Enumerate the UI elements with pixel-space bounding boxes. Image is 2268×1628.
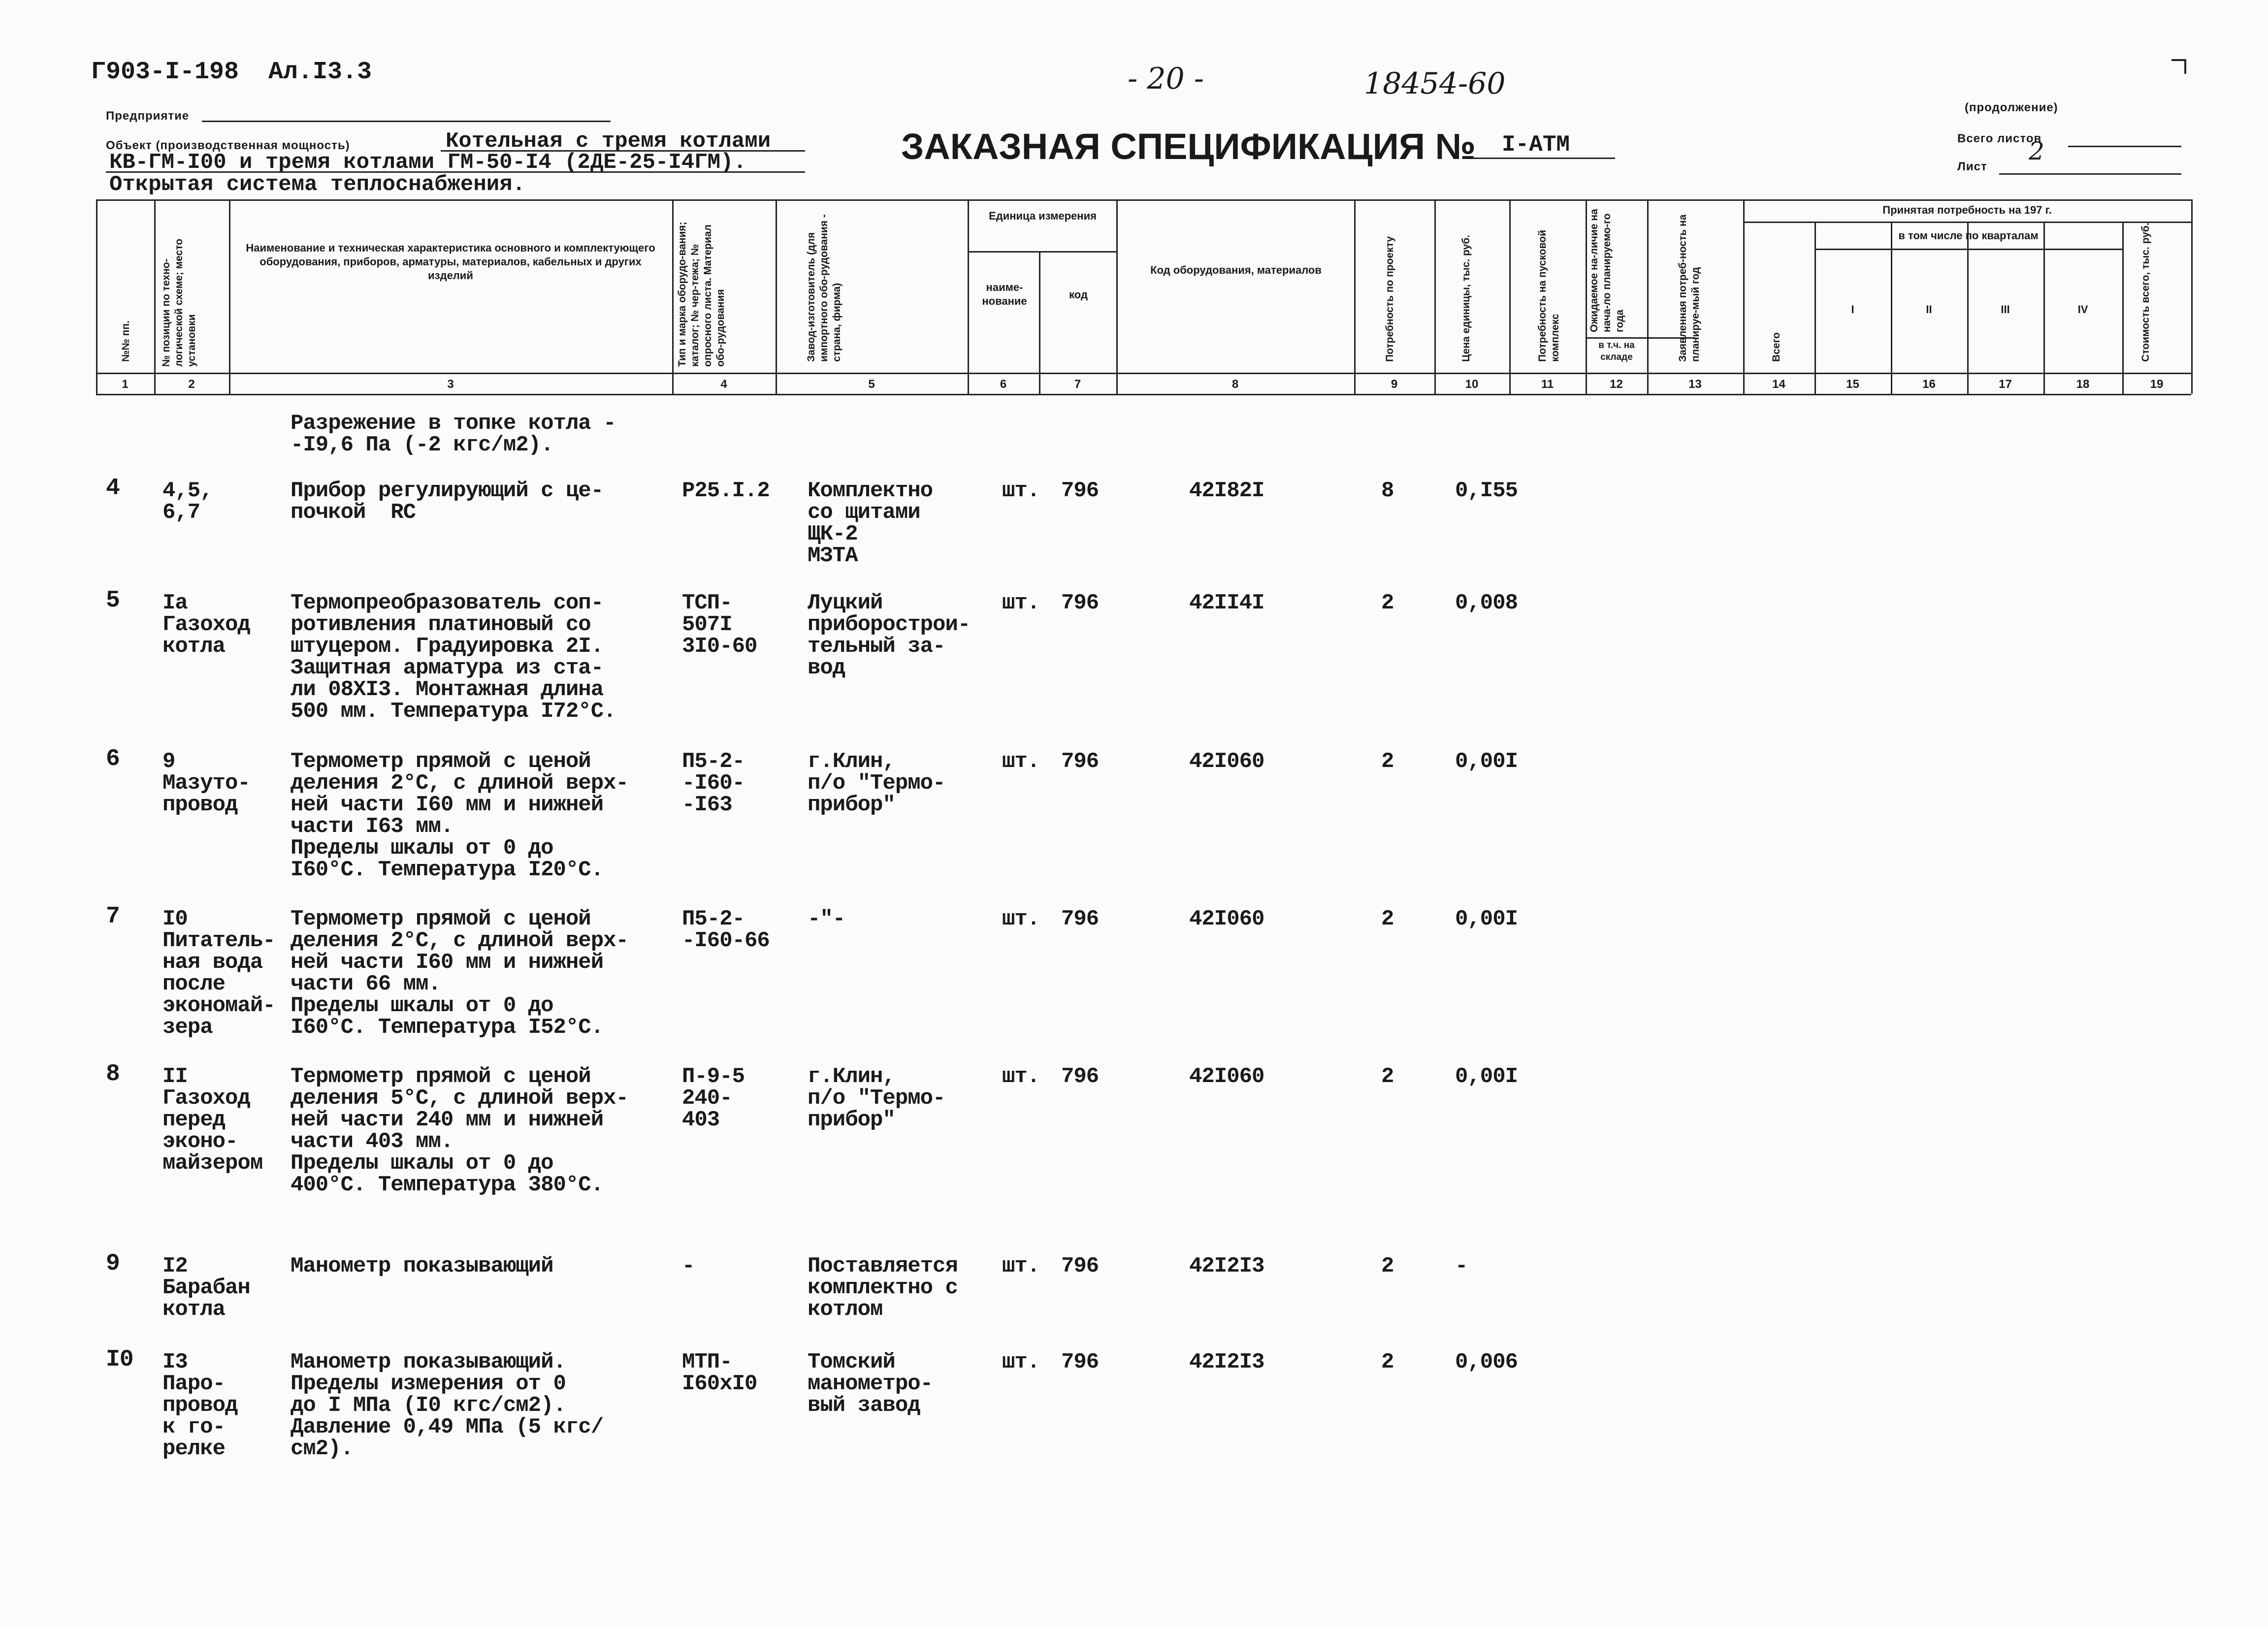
row-unit: шт.: [1002, 1350, 1040, 1374]
row-equipment-code: 42I2I3: [1189, 1350, 1264, 1374]
row-maker: Комплектно со щитами ЩК-2 МЗТА: [808, 479, 933, 568]
row-quantity: 2: [1381, 1064, 1394, 1089]
row-name: Разрежение в топке котла - -I9,6 Па (-2 кгс/м2).: [291, 411, 616, 457]
header-col11: Потребность на пусковой комплекс: [1537, 230, 1561, 362]
enterprise-label: Предприятие: [106, 109, 190, 123]
col-border-2: [154, 199, 156, 394]
corner-mark: [2171, 59, 2186, 74]
row-type: П5-2- -I60- -I63: [682, 749, 745, 817]
row-equipment-code: 42I060: [1189, 749, 1264, 774]
col-border-8: [1116, 199, 1118, 394]
row-type: ТСП- 507I 3I0-60: [682, 591, 757, 659]
spec-number-underline: [1472, 158, 1615, 159]
row-unit-code: 796: [1061, 907, 1099, 931]
header-col7: код: [1069, 288, 1088, 301]
colnum-18: 18: [2076, 378, 2090, 391]
total-sheets-value: 2: [2029, 137, 2044, 165]
row-unit: шт.: [1002, 1254, 1040, 1278]
col-border-6: [968, 199, 969, 394]
col-border-4: [672, 199, 674, 394]
header-col9: Потребность по проекту: [1384, 236, 1395, 362]
row-maker: г.Клин, п/о "Термо- прибор": [808, 1064, 945, 1132]
colnum-16: 16: [1922, 378, 1936, 391]
colnum-1: 1: [122, 378, 129, 391]
header-col10: Цена единицы, тыс. руб.: [1460, 234, 1472, 362]
row-position: I3 Паро- провод к го- релке: [162, 1350, 238, 1461]
row-maker: Луцкий приборострои- тельный за- вод: [808, 591, 971, 680]
row-name: Термометр прямой с ценой деления 2°С, с длиной верх- ней части I60 мм и нижней части 66 мм. Пределы шкалы от 0 до I60°С. Температура I52°С.: [291, 907, 628, 1040]
colnum-12: 12: [1610, 378, 1623, 391]
row-unit: шт.: [1002, 907, 1040, 931]
header-col12: Ожидаемое на-личие на нача-ло планируемо-го года: [1588, 209, 1625, 332]
row-maker: г.Клин, п/о "Термо- прибор": [808, 749, 945, 817]
row-unit-code: 796: [1061, 479, 1099, 503]
row-price: 0,00I: [1455, 1064, 1518, 1089]
colnum-14: 14: [1772, 378, 1785, 391]
row-price: 0,00I: [1455, 907, 1518, 931]
sheet-underline: [1999, 173, 2181, 175]
unit-group-divider: [968, 251, 1116, 253]
row-number: 4: [106, 475, 120, 502]
row-name: Термопреобразователь соп- ротивления платиновый со штуцером. Градуировка 2I. Защитная арматура из ста- ли 08ХI3. Монтажная длина 500 мм. Температура I72°С.: [291, 591, 616, 724]
col-border-19: [2122, 222, 2124, 394]
header-top-border: [96, 199, 2191, 201]
colnum-8: 8: [1231, 378, 1239, 391]
sheet-label: Лист: [1957, 160, 1987, 173]
colnum-5: 5: [868, 378, 875, 391]
colnum-11: 11: [1541, 378, 1554, 391]
row-position: I0 Питатель- ная вода после экономай- зера: [162, 907, 275, 1040]
object-line-3: Открытая система теплоснабжения.: [109, 172, 525, 197]
enterprise-underline: [202, 121, 611, 122]
col-border-3: [229, 199, 230, 394]
object-line-1: Котельная с тремя котлами: [446, 129, 771, 154]
row-position: I2 Барабан котла: [162, 1254, 250, 1322]
colnum-bottom-border: [96, 394, 2191, 395]
header-quarters-group: в том числе по кварталам: [1898, 229, 2039, 242]
col-border-14: [1743, 199, 1745, 394]
row-unit-code: 796: [1061, 1350, 1099, 1374]
col-border-5: [776, 199, 777, 394]
object-label: Объект (производственная мощность): [106, 139, 350, 152]
header-col5: Завод-изготовитель (для импортного обо-рудования - страна, фирма): [806, 214, 842, 362]
colnum-15: 15: [1846, 378, 1859, 391]
page-mark: - 20 -: [1128, 62, 1204, 96]
col-border-11: [1509, 199, 1511, 394]
header-col13: Заявленная потреб-ность на планируе-мый год: [1677, 214, 1701, 362]
row-equipment-code: 42I2I3: [1189, 1254, 1264, 1278]
colnum-19: 19: [2150, 378, 2164, 391]
row-name: Термометр прямой с ценой деления 5°С, с длиной верх- ней части 240 мм и нижней части 403 мм. Пределы шкалы от 0 до 400°С. Температура 380°С.: [291, 1064, 628, 1197]
row-maker: Поставляется комплектно с котлом: [808, 1254, 958, 1322]
object-underline-1: [441, 150, 805, 152]
header-col18: IV: [2077, 303, 2088, 316]
row-quantity: 2: [1381, 907, 1394, 931]
header-col3: Наименование и техническая характеристика основного и комплектующего оборудования, приборов, арматуры, материалов, кабельных и других изделий: [246, 242, 655, 282]
row-price: 0,008: [1455, 591, 1518, 615]
row-number: 8: [106, 1061, 120, 1087]
row-maker: Томский манометро- вый завод: [808, 1350, 933, 1418]
row-equipment-code: 42I060: [1189, 1064, 1264, 1089]
colnum-3: 3: [447, 378, 454, 391]
spec-number: I-АТМ: [1502, 132, 1570, 158]
spec-table-header: [96, 199, 2191, 394]
row-price: -: [1455, 1254, 1468, 1278]
row-number: 7: [106, 903, 120, 930]
colnum-6: 6: [1000, 378, 1007, 391]
col-border-20: [2191, 199, 2193, 394]
object-underline-2: [106, 171, 805, 173]
colnum-2: 2: [188, 378, 195, 391]
row-price: 0,00I: [1455, 749, 1518, 774]
colnum-17: 17: [1999, 378, 2012, 391]
header-col8: Код оборудования, материалов: [1150, 264, 1322, 276]
header-col6: наиме-нование: [982, 281, 1027, 307]
row-price: 0,I55: [1455, 479, 1518, 503]
row-equipment-code: 42I82I: [1189, 479, 1264, 503]
document-reference: Г903-I-198: [91, 58, 239, 86]
colnum-4: 4: [720, 378, 727, 391]
continuation-label: (продолжение): [1965, 101, 2058, 114]
row-position: 4,5, 6,7: [162, 479, 213, 525]
row-unit: шт.: [1002, 749, 1040, 774]
header-col14: Всего: [1771, 332, 1782, 362]
row-quantity: 2: [1381, 749, 1394, 774]
header-col19: Стоимость всего, тыс. руб.: [2140, 223, 2151, 362]
header-unit-group: Единица измерения: [989, 210, 1097, 222]
row-equipment-code: 42II4I: [1189, 591, 1264, 615]
row-position: Iа Газоход котла: [162, 591, 250, 659]
row-name: Прибор регулирующий с це- почкой RC: [291, 479, 604, 525]
row-unit: шт.: [1002, 479, 1040, 503]
row-unit: шт.: [1002, 591, 1040, 615]
row-unit-code: 796: [1061, 1254, 1099, 1278]
row-maker: -"-: [808, 907, 845, 931]
col-border-1: [96, 199, 97, 394]
row-number: 5: [106, 587, 120, 614]
document-title: ЗАКАЗНАЯ СПЕЦИФИКАЦИЯ №: [901, 126, 1476, 167]
row-type: -: [682, 1254, 695, 1278]
col-border-10: [1434, 199, 1436, 394]
header-col17: III: [2001, 303, 2010, 316]
header-col12-stock: в т.ч. на складе: [1598, 340, 1635, 362]
handwritten-code: 18454-60: [1364, 66, 1506, 101]
header-col16: II: [1926, 303, 1932, 316]
colnum-7: 7: [1074, 378, 1081, 391]
row-type: П5-2- -I60-66: [682, 907, 770, 953]
row-type: П-9-5 240- 403: [682, 1064, 745, 1132]
header-col4: Тип и марка оборудо-вания; каталог; № чер-тежа; № опросного листа. Материал обо-рудования: [677, 222, 726, 367]
row-number: 9: [106, 1250, 120, 1277]
colnum-9: 9: [1391, 378, 1398, 391]
row-unit: шт.: [1002, 1064, 1040, 1089]
total-sheets-label: Всего листов: [1957, 132, 2042, 145]
header-bottom-border: [96, 373, 2191, 374]
row-number: 6: [106, 746, 120, 772]
row-name: Манометр показывающий: [291, 1254, 553, 1278]
row-quantity: 2: [1381, 1350, 1394, 1374]
col-border-13: [1647, 199, 1649, 394]
colnum-13: 13: [1688, 378, 1702, 391]
row-position: 9 Мазуто- провод: [162, 749, 250, 817]
row-type: Р25.I.2: [682, 479, 770, 503]
header-need-group: Принятая потребность на 197 г.: [1882, 204, 2052, 216]
col-border-12: [1586, 199, 1587, 394]
row-name: Термометр прямой с ценой деления 2°С, с длиной верх- ней части I60 мм и нижней части I63 мм. Пределы шкалы от 0 до I60°С. Температура I20°С.: [291, 749, 628, 882]
col-border-9: [1354, 199, 1356, 394]
total-sheets-underline: [2068, 146, 2181, 147]
row-position: II Газоход перед эконо- майзером: [162, 1064, 263, 1176]
row-quantity: 2: [1381, 591, 1394, 615]
object-line-2: КВ-ГМ-I00 и тремя котлами ГМ-50-I4 (2ДЕ-25-I4ГМ).: [109, 150, 746, 175]
album-number: Ал.I3.3: [268, 58, 372, 86]
row-type: МТП- I60хI0: [682, 1350, 757, 1396]
row-unit-code: 796: [1061, 749, 1099, 774]
row-price: 0,006: [1455, 1350, 1518, 1374]
colnum-10: 10: [1465, 378, 1479, 391]
col-border-7: [1039, 251, 1040, 394]
header-col15: I: [1851, 303, 1854, 316]
header-col2: № позиции по техно-логической схеме; место установки: [161, 238, 197, 367]
row-equipment-code: 42I060: [1189, 907, 1264, 931]
row-quantity: 2: [1381, 1254, 1394, 1278]
row-number: I0: [106, 1346, 133, 1373]
row-quantity: 8: [1381, 479, 1394, 503]
row-name: Манометр показывающий. Пределы измерения от 0 до I МПа (I0 кгс/см2). Давление 0,49 МПа (5 кгс/ см2).: [291, 1350, 604, 1461]
header-col1: №№ пп.: [120, 320, 131, 362]
row-unit-code: 796: [1061, 1064, 1099, 1089]
row-unit-code: 796: [1061, 591, 1099, 615]
